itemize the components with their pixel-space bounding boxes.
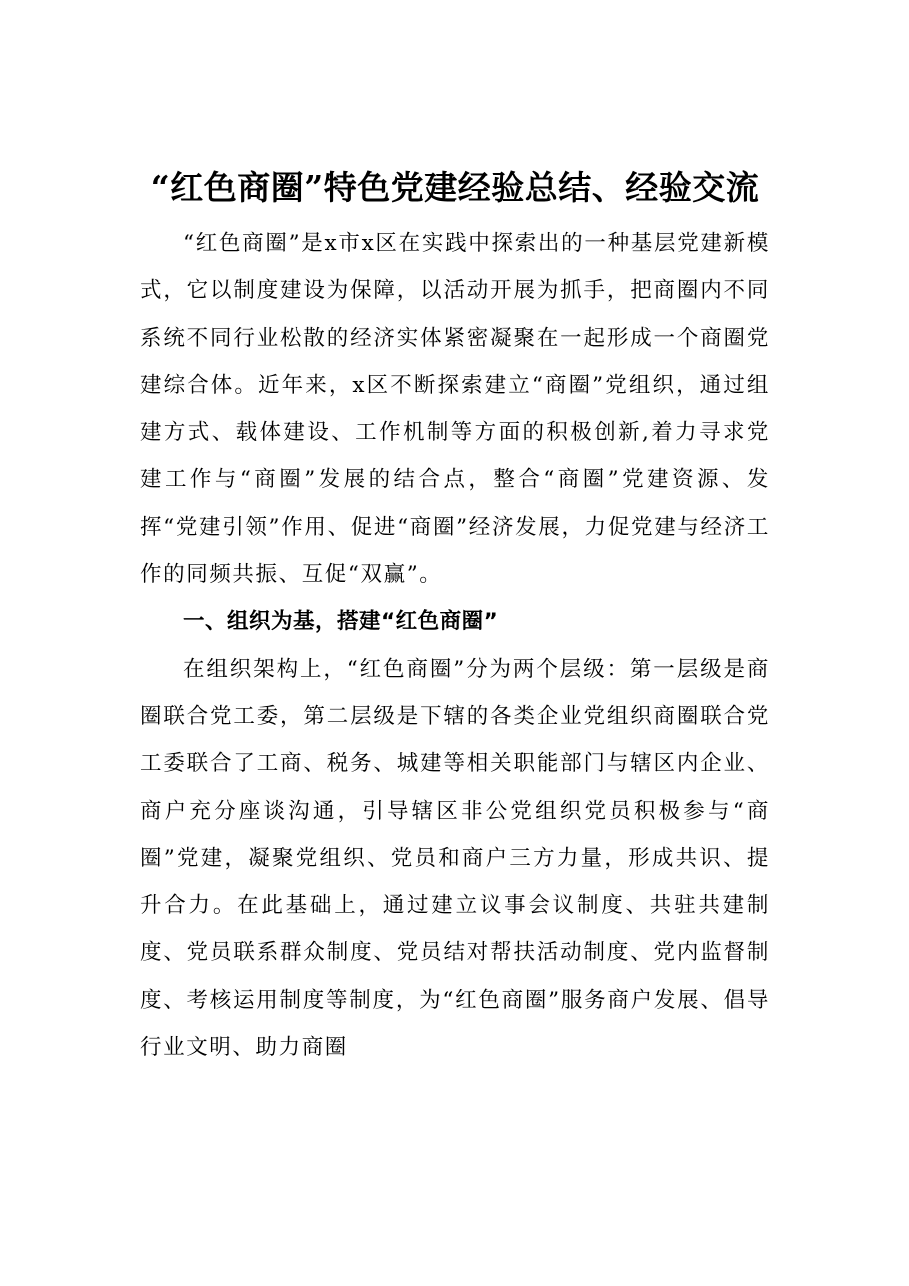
intro-paragraph: “红色商圈”是x市x区在实践中探索出的一种基层党建新模式，它以制度建设为保障，以活动开展为抓手，把商圈内不同系统不同行业松散的经济实体紧密凝聚在一起形成一个商圈党建综合体。近年来，x区不断探索建立“商圈”党组织，通过组建方式、载体建设、工作机制等方面的积极创新,着力寻求党建工作与“商圈”发展的结合点，整合“商圈”党建资源、发挥“党建引领”作用、促进“商圈”经济发展，力促党建与经济工作的同频共振、互促“双赢”。 (140, 231, 770, 588)
document-body (140, 166, 770, 1071)
document-title: “红色商圈”特色党建经验总结、经验交流 (150, 168, 760, 207)
section-heading-1: 一、组织为基，搭建“红色商圈” (183, 609, 499, 635)
section-1-paragraph: 在组织架构上，“红色商圈”分为两个层级：第一层级是商圈联合党工委，第二层级是下辖的各类企业党组织商圈联合党工委联合了工商、税务、城建等相关职能部门与辖区内企业、商户充分座谈沟通，引导辖区非公党组织党员积极参与“商圈”党建，凝聚党组织、党员和商户三方力量，形成共识、提升合力。在此基础上，通过建立议事会议制度、共驻共建制度、党员联系群众制度、党员结对帮扶活动制度、党内监督制度、考核运用制度等制度，为“红色商圈”服务商户发展、倡导行业文明、助力商圈 (140, 656, 770, 1061)
